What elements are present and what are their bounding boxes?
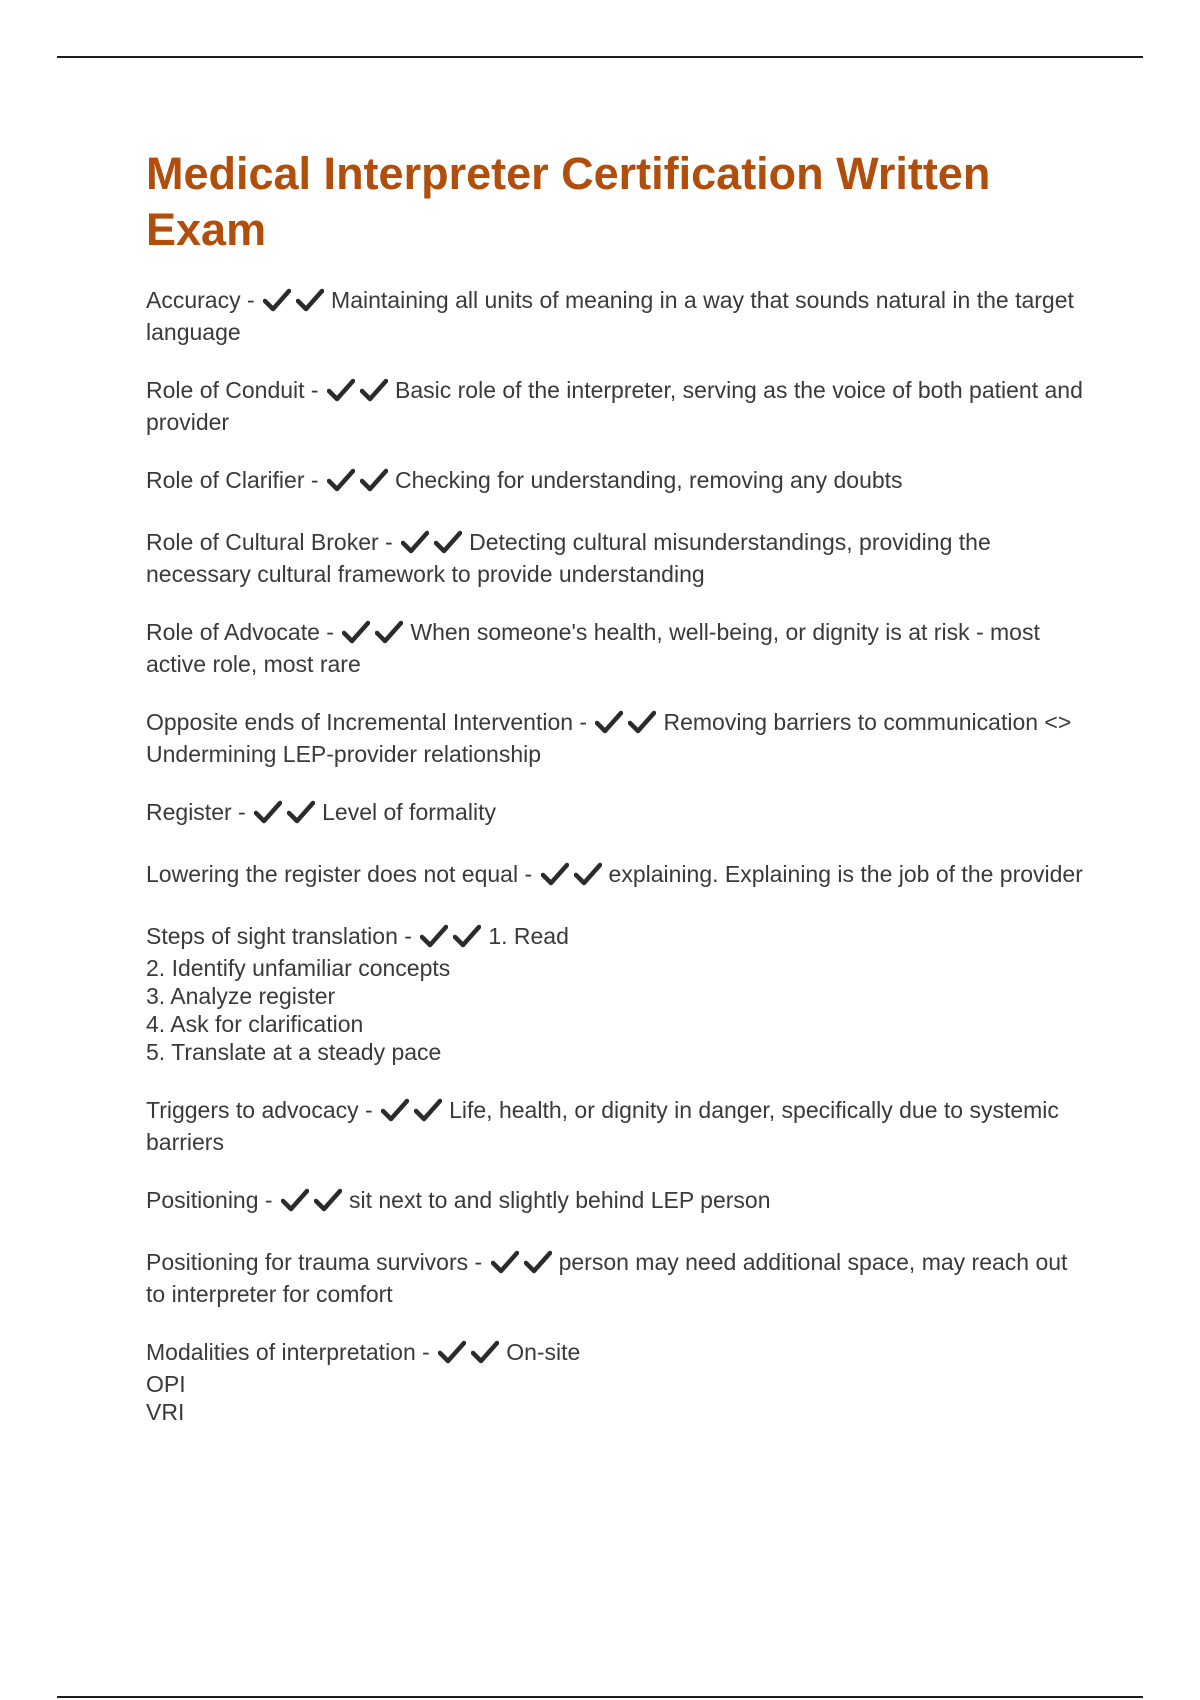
check-mark-icon xyxy=(375,620,403,644)
entry-term: Modalities of interpretation xyxy=(146,1339,416,1365)
entry-term: Positioning for trauma survivors xyxy=(146,1249,469,1275)
entry-term: Triggers to advocacy xyxy=(146,1097,359,1123)
flashcard-entry xyxy=(146,286,1086,346)
entry-definition: 1. Read 2. Identify unfamiliar concepts 3. Analyze register 4. Ask for clarification 5. Translate at a steady pace xyxy=(146,923,569,1065)
entry-definition: person may need additional space, may reach out to interpreter for comfort xyxy=(146,1249,1068,1307)
entry-term: Positioning xyxy=(146,1187,259,1213)
check-mark-icon xyxy=(287,800,315,824)
check-mark-icon xyxy=(420,924,448,948)
entry-definition: Life, health, or dignity in danger, specifically due to systemic barriers xyxy=(146,1097,1059,1155)
entry-term: Role of Conduit xyxy=(146,377,305,403)
double-check-icons xyxy=(327,378,393,408)
entry-separator: - xyxy=(319,619,341,645)
check-mark-icon xyxy=(453,924,481,948)
check-mark-icon xyxy=(595,710,623,734)
double-check-icons xyxy=(595,710,661,740)
check-mark-icon xyxy=(471,1340,499,1364)
entry-separator: - xyxy=(397,923,419,949)
entry-separator: - xyxy=(573,709,594,735)
entry-separator: - xyxy=(304,467,325,493)
entry-definition: Detecting cultural misunderstandings, providing the necessary cultural framework to provide understanding xyxy=(146,529,991,587)
entry-separator: - xyxy=(468,1249,489,1275)
double-check-icons xyxy=(420,924,486,954)
check-mark-icon xyxy=(296,288,324,312)
check-mark-icon xyxy=(401,530,429,554)
entry-separator: - xyxy=(415,1339,437,1365)
entry-separator: - xyxy=(518,861,539,887)
check-mark-icon xyxy=(524,1250,552,1274)
entry-term: Opposite ends of Incremental Intervention xyxy=(146,709,574,735)
flashcard-entry xyxy=(146,618,1086,678)
entry-definition: Basic role of the interpreter, serving as the voice of both patient and provider xyxy=(146,377,1083,435)
entry-separator: - xyxy=(358,1097,380,1123)
document-title: Medical Interpreter Certification Written Exam xyxy=(146,148,991,255)
check-mark-icon xyxy=(628,710,656,734)
check-mark-icon xyxy=(327,378,355,402)
entry-term: Lowering the register does not equal xyxy=(146,861,519,887)
double-check-icons xyxy=(281,1188,347,1218)
double-check-icons xyxy=(438,1340,504,1370)
entry-separator: - xyxy=(231,799,253,825)
double-check-icons xyxy=(541,862,607,892)
check-mark-icon xyxy=(491,1250,519,1274)
flashcard-entry xyxy=(146,1338,1086,1426)
entry-separator: - xyxy=(240,287,262,313)
double-check-icons xyxy=(401,530,467,560)
check-mark-icon xyxy=(574,862,602,886)
flashcard-entry xyxy=(146,1248,1086,1308)
double-check-icons xyxy=(254,800,320,830)
flashcard-entry xyxy=(146,466,1086,498)
check-mark-icon xyxy=(263,288,291,312)
check-mark-icon xyxy=(342,620,370,644)
check-mark-icon xyxy=(438,1340,466,1364)
entry-separator: - xyxy=(258,1187,279,1213)
flashcard-entry xyxy=(146,1186,1086,1218)
check-mark-icon xyxy=(314,1188,342,1212)
check-mark-icon xyxy=(414,1098,442,1122)
document-body xyxy=(146,146,1086,1456)
check-mark-icon xyxy=(381,1098,409,1122)
double-check-icons xyxy=(491,1250,557,1280)
flashcard-entry xyxy=(146,922,1086,1066)
flashcard-entry xyxy=(146,708,1086,768)
entry-definition: Removing barriers to communication <> Undermining LEP-provider relationship xyxy=(146,709,1072,767)
check-mark-icon xyxy=(360,468,388,492)
flashcard-entry xyxy=(146,860,1086,892)
entry-definition: explaining. Explaining is the job of the provider xyxy=(608,861,1083,887)
double-check-icons xyxy=(263,288,329,318)
double-check-icons xyxy=(327,468,393,498)
check-mark-icon xyxy=(327,468,355,492)
entry-term: Steps of sight translation xyxy=(146,923,398,949)
entry-definition: Maintaining all units of meaning in a way that sounds natural in the target language xyxy=(146,287,1074,345)
entry-term: Role of Cultural Broker xyxy=(146,529,379,555)
top-rule xyxy=(57,56,1143,58)
entry-separator: - xyxy=(304,377,325,403)
entry-term: Register xyxy=(146,799,232,825)
entry-term: Role of Advocate xyxy=(146,619,320,645)
double-check-icons xyxy=(381,1098,447,1128)
entry-term: Role of Clarifier xyxy=(146,467,305,493)
entry-definition: When someone's health, well-being, or dignity is at risk - most active role, most rare xyxy=(146,619,1040,677)
entry-separator: - xyxy=(378,529,400,555)
check-mark-icon xyxy=(360,378,388,402)
entry-term: Accuracy xyxy=(146,287,241,313)
flashcard-entry xyxy=(146,1096,1086,1156)
flashcard-entry xyxy=(146,376,1086,436)
check-mark-icon xyxy=(254,800,282,824)
flashcard-entry xyxy=(146,798,1086,830)
check-mark-icon xyxy=(281,1188,309,1212)
bottom-rule xyxy=(57,1696,1143,1698)
entry-definition: Checking for understanding, removing any doubts xyxy=(394,467,903,493)
entry-definition: sit next to and slightly behind LEP person xyxy=(348,1187,771,1213)
check-mark-icon xyxy=(541,862,569,886)
flashcard-entry xyxy=(146,528,1086,588)
entry-definition: Level of formality xyxy=(322,799,496,825)
double-check-icons xyxy=(342,620,408,650)
entry-definition: On-site OPI VRI xyxy=(146,1339,581,1425)
check-mark-icon xyxy=(434,530,462,554)
